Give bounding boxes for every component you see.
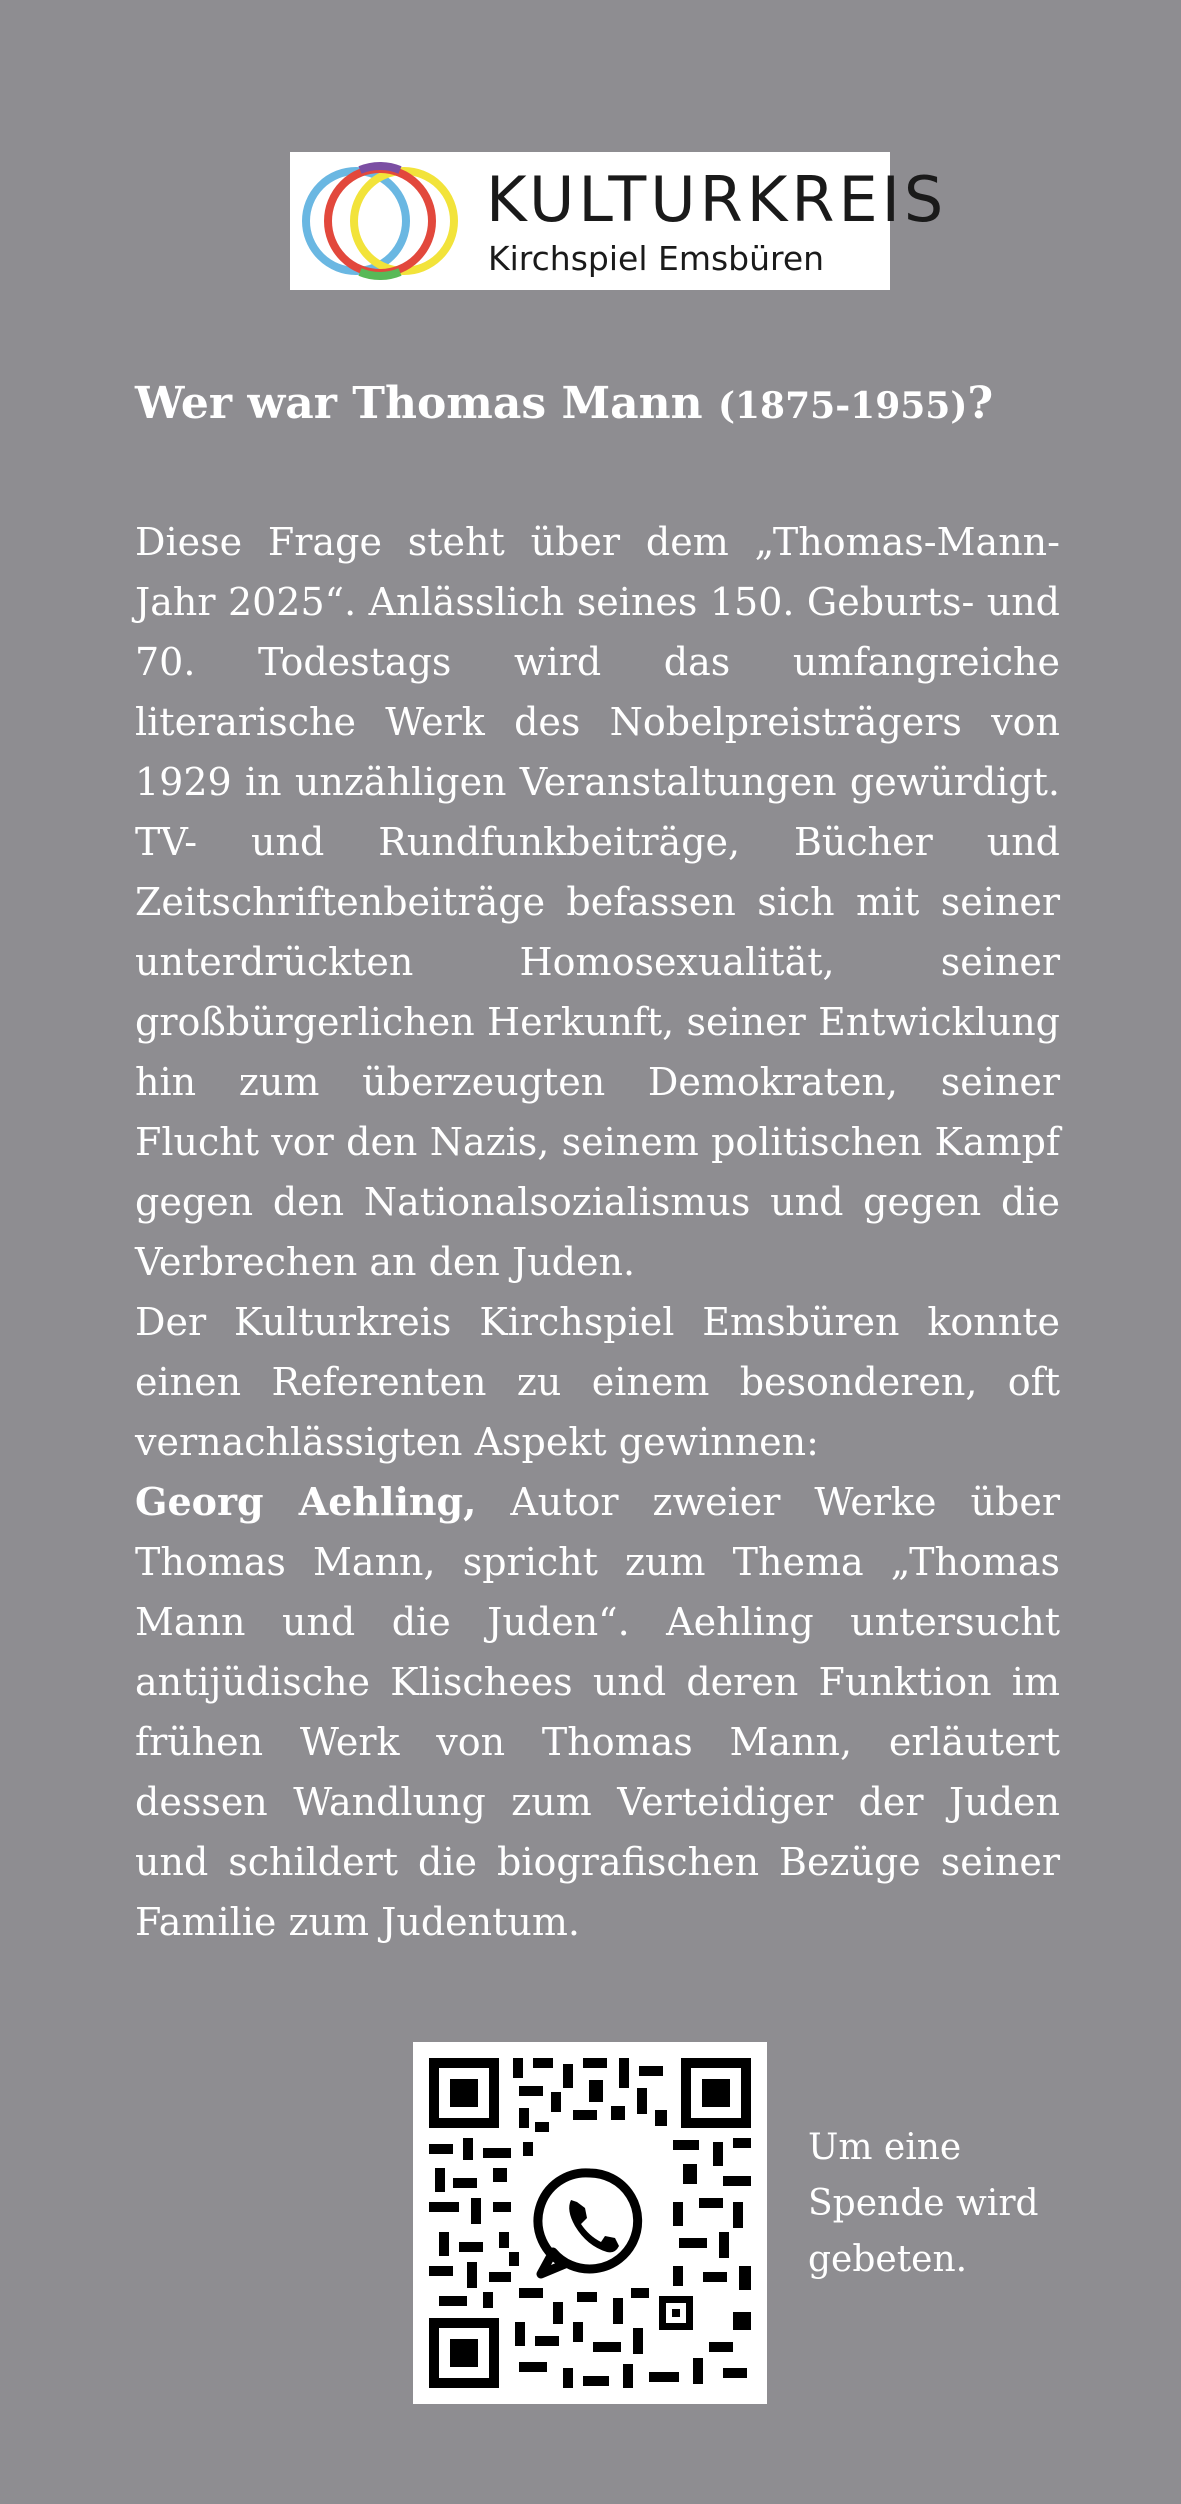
speaker-description: Autor zweier Werke über Thomas Mann, spricht zum Thema „Thomas Mann und die Juden“. Aehling untersucht antijüdische Klischees und deren Funktion im frühen Werk von Thomas Mann, erläutert dessen Wandlung zum Verteidiger der Juden und schildert die biografischen Bezüge seiner Familie zum Judentum. xyxy=(135,1480,1060,1944)
logo-title: KULTURKREIS xyxy=(486,163,948,236)
headline-years: (1875-1955) xyxy=(717,385,968,427)
logo-ring-purple-arc xyxy=(360,166,400,170)
headline xyxy=(135,376,1065,434)
logo-subtitle: Kirchspiel Emsbüren xyxy=(488,239,825,278)
donation-note xyxy=(808,2120,1108,2288)
logo-ring-green-arc xyxy=(360,272,400,276)
qr-code-image xyxy=(423,2052,757,2394)
donation-line-1: Um eine xyxy=(808,2127,962,2168)
speaker-name: Georg Aehling, xyxy=(135,1479,477,1524)
qr-code[interactable] xyxy=(413,2042,767,2404)
body-text xyxy=(135,512,1060,1952)
rings-logo-icon xyxy=(290,152,470,290)
donation-line-2: Spende wird xyxy=(808,2183,1039,2224)
logo-ring-red xyxy=(328,169,432,273)
paragraph-speaker xyxy=(135,1472,1060,1952)
headline-text: Wer war Thomas Mann xyxy=(135,378,718,429)
paragraph-speaker-intro: Der Kulturkreis Kirchspiel Emsbüren konnte einen Referenten zu einem besonderen, oft vernachlässigten Aspekt gewinnen: xyxy=(135,1300,1060,1464)
kulturkreis-logo xyxy=(290,152,948,290)
headline-question-mark: ? xyxy=(967,378,994,429)
whatsapp-icon xyxy=(532,2165,648,2281)
donation-line-3: gebeten. xyxy=(808,2239,968,2280)
paragraph-intro: Diese Frage steht über dem „Thomas-Mann-Jahr 2025“. Anlässlich seines 150. Geburts- und 70. Todestags wird das umfangreiche literarische Werk des Nobelpreisträgers von 1929 in unzähligen Veranstaltungen gewürdigt. TV- und Rundfunkbeiträge, Bücher und Zeitschriftenbeiträge befassen sich mit seiner unterdrückten Homosexualität, seiner großbürgerlichen Herkunft, seiner Entwicklung hin zum überzeugten Demokraten, seiner Flucht vor den Nazis, seinem politischen Kampf gegen den Nationalsozialismus und gegen die Verbrechen an den Juden. xyxy=(135,520,1060,1284)
